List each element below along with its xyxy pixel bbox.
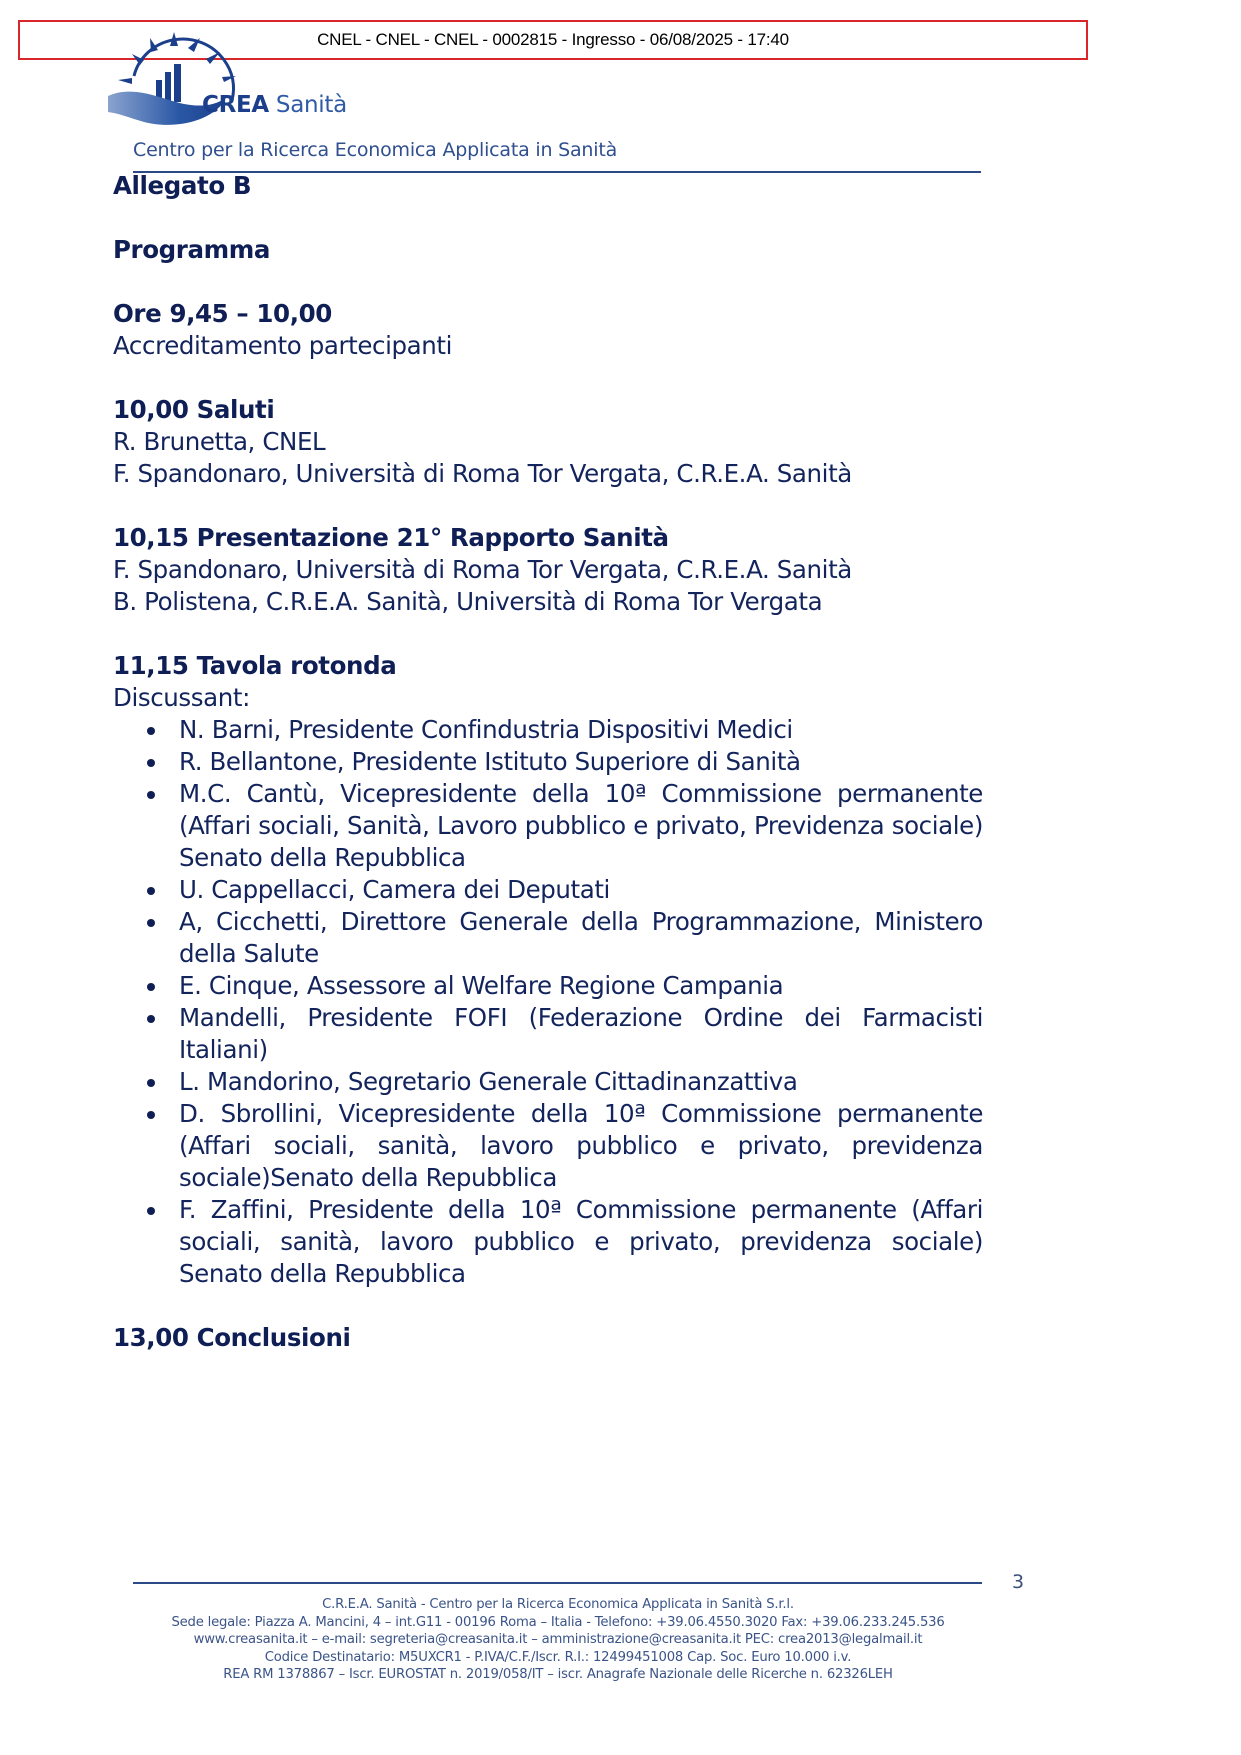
agenda-item-round-table — [113, 650, 983, 1290]
agenda-item-greetings — [113, 394, 983, 490]
discussant-text: M.C. Cantù, Vicepresidente della 10ª Commissione permanente (Affari sociali, Sanità, Lavoro pubblico e privato, Previdenza sociale) Senato della Repubblica — [179, 779, 983, 872]
agenda-line: F. Spandonaro, Università di Roma Tor Vergata, C.R.E.A. Sanità — [113, 555, 852, 584]
page-number: 3 — [1012, 1571, 1025, 1593]
agenda-heading: 10,00 Saluti — [113, 395, 275, 424]
list-item — [113, 1098, 983, 1194]
bullet-icon — [147, 791, 155, 799]
bullet-icon — [147, 759, 155, 767]
bullet-icon — [147, 887, 155, 895]
list-item — [113, 778, 983, 874]
footer-divider — [133, 1582, 982, 1584]
document-body — [113, 170, 983, 1354]
list-item — [113, 714, 983, 746]
agenda-heading: 13,00 Conclusioni — [113, 1323, 351, 1352]
discussant-label: Discussant: — [113, 683, 250, 712]
bullet-icon — [147, 919, 155, 927]
list-item — [113, 1194, 983, 1290]
agenda-item-conclusions — [113, 1322, 983, 1354]
agenda-heading: 11,15 Tavola rotonda — [113, 651, 397, 680]
discussant-text: E. Cinque, Assessore al Welfare Regione Campania — [179, 971, 784, 1000]
list-item — [113, 970, 983, 1002]
discussant-list — [113, 714, 983, 1290]
footer-registrations: REA RM 1378867 – Iscr. EUROSTAT n. 2019/058/IT – iscr. Anagrafe Nazionale delle Ricerche n. 62326LEH — [223, 1667, 893, 1682]
agenda-line: Accreditamento partecipanti — [113, 331, 453, 360]
program-title: Programma — [113, 235, 271, 264]
list-item — [113, 874, 983, 906]
discussant-text: F. Zaffini, Presidente della 10ª Commissione permanente (Affari sociali, sanità, lavoro pubblico e privato, previdenza sociale) Senato della Repubblica — [179, 1195, 983, 1288]
bullet-icon — [147, 727, 155, 735]
discussant-text: R. Bellantone, Presidente Istituto Superiore di Sanità — [179, 747, 801, 776]
discussant-text: A, Cicchetti, Direttore Generale della Programmazione, Ministero della Salute — [179, 907, 983, 968]
footer-company: C.R.E.A. Sanità - Centro per la Ricerca Economica Applicata in Sanità S.r.l. — [322, 1597, 794, 1612]
annex-title: Allegato B — [113, 171, 252, 200]
footer-contacts: www.creasanita.it – e-mail: segreteria@creasanita.it – amministrazione@creasanita.it PEC: crea2013@legalmail.it — [193, 1632, 923, 1647]
discussant-text: D. Sbrollini, Vicepresidente della 10ª Commissione permanente (Affari sociali, sanità, lavoro pubblico e privato, previdenza sociale)Senato della Repubblica — [179, 1099, 983, 1192]
footer-address: Sede legale: Piazza A. Mancini, 4 – int.G11 - 00196 Roma – Italia - Telefono: +39.06.4550.3020 Fax: +39.06.233.245.536 — [171, 1614, 945, 1630]
header-subtitle: Centro per la Ricerca Economica Applicata in Sanità — [133, 139, 618, 161]
footer-tax-info: Codice Destinatario: M5UXCR1 - P.IVA/C.F./Iscr. R.I.: 12499451008 Cap. Soc. Euro 10.000 i.v. — [264, 1649, 852, 1665]
list-item — [113, 1066, 983, 1098]
discussant-text: N. Barni, Presidente Confindustria Dispositivi Medici — [179, 715, 793, 744]
bullet-icon — [147, 1015, 155, 1023]
bullet-icon — [147, 1079, 155, 1087]
agenda-heading: 10,15 Presentazione 21° Rapporto Sanità — [113, 523, 669, 552]
logo-name: CREA — [202, 92, 269, 118]
agenda-item-registration — [113, 298, 983, 362]
bullet-icon — [147, 983, 155, 991]
discussant-text: Mandelli, Presidente FOFI (Federazione Ordine dei Farmacisti Italiani) — [179, 1003, 983, 1064]
agenda-line: R. Brunetta, CNEL — [113, 427, 326, 456]
logo-wordmark — [202, 92, 347, 118]
agenda-line: B. Polistena, C.R.E.A. Sanità, Università di Roma Tor Vergata — [113, 587, 823, 616]
agenda-item-presentation — [113, 522, 983, 618]
discussant-text: U. Cappellacci, Camera dei Deputati — [179, 875, 610, 904]
logo-suffix: Sanità — [275, 92, 347, 118]
bullet-icon — [147, 1111, 155, 1119]
footer — [133, 1596, 983, 1684]
list-item — [113, 746, 983, 778]
agenda-line: F. Spandonaro, Università di Roma Tor Vergata, C.R.E.A. Sanità — [113, 459, 852, 488]
list-item — [113, 906, 983, 970]
discussant-text: L. Mandorino, Segretario Generale Cittadinanzattiva — [179, 1067, 798, 1096]
agenda-heading: Ore 9,45 – 10,00 — [113, 299, 332, 328]
list-item — [113, 1002, 983, 1066]
bullet-icon — [147, 1207, 155, 1215]
protocol-stamp-text: CNEL - CNEL - CNEL - 0002815 - Ingresso - 06/08/2025 - 17:40 — [317, 30, 789, 49]
